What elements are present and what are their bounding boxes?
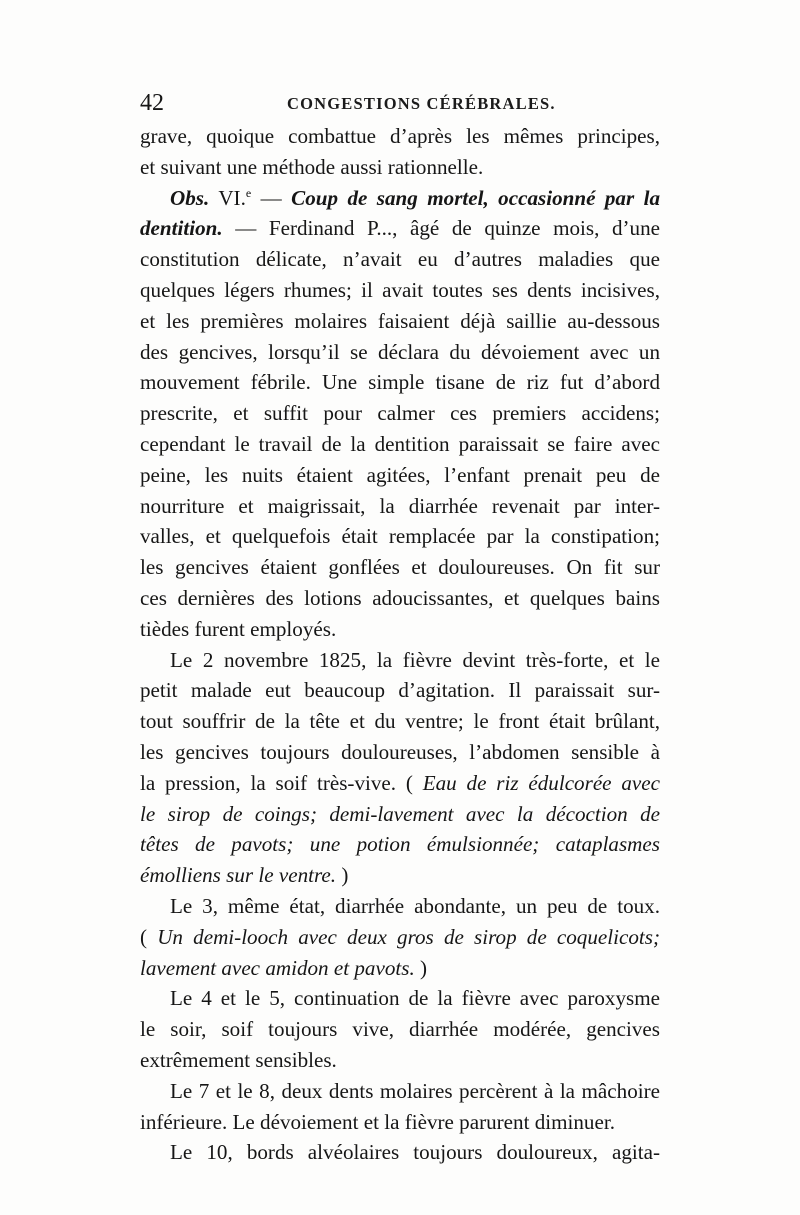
obs-number: VI. xyxy=(218,185,246,210)
text-line: valles, et quelquefois était remplacée par la constipation; xyxy=(140,524,660,549)
text-line: et suivant une méthode aussi rationnelle. xyxy=(140,154,484,179)
text-line: tièdes furent employés. xyxy=(140,616,337,641)
text-fragment: la pression, la soif très-vive. ( xyxy=(140,770,423,795)
text-fragment: ) xyxy=(414,955,428,980)
text-line: des gencives, lorsqu’il se déclara du dévoiement avec un xyxy=(140,339,660,364)
text-line: grave, quoique combattue d’après les mêmes principes, xyxy=(140,124,660,148)
text-line: petit malade eut beaucoup d’agitation. Il paraissait sur- xyxy=(140,678,660,703)
text-line: tout souffrir de la tête et du ventre; le front était brûlant, xyxy=(140,709,660,734)
obs-number-sup: e xyxy=(245,185,252,200)
text-fragment: ) xyxy=(336,863,349,888)
text-line: et les premières molaires faisaient déjà saillie au-dessous xyxy=(140,308,660,333)
text-fragment: ( xyxy=(140,924,158,949)
prescription-text: émolliens sur le ventre. xyxy=(140,863,337,888)
text-line: constitution délicate, n’avait eu d’autres maladies que xyxy=(140,247,660,272)
running-head: CONGESTIONS CÉRÉBRALES. xyxy=(287,94,556,113)
text-line: Le 3, même état, diarrhée abondante, un peu de toux. xyxy=(170,893,660,918)
text-line: cependant le travail de la dentition paraissait se faire avec xyxy=(140,431,660,456)
text-fragment: — Ferdinand P..., âgé de quinze mois, d’une xyxy=(222,216,660,241)
prescription-text: le sirop de coings; demi-lavement avec la décoction de xyxy=(140,801,660,826)
text-line xyxy=(140,799,660,830)
text-line xyxy=(140,768,660,799)
prescription-text: Un demi-looch avec deux gros de sirop de coquelicots; xyxy=(157,924,660,949)
obs-dash: — xyxy=(251,185,292,210)
text-line xyxy=(140,829,660,860)
observation-heading xyxy=(140,183,660,214)
prescription-text: lavement avec amidon et pavots. xyxy=(140,955,415,980)
page-header xyxy=(140,86,660,120)
text-line xyxy=(140,922,660,953)
prescription-text: têtes de pavots; une potion émulsionnée; cataplasmes xyxy=(140,832,660,857)
text-line: les gencives toujours douloureuses, l’abdomen sensible à xyxy=(140,739,660,764)
text-line: quelques légers rhumes; il avait toutes ses dents incisives, xyxy=(140,277,660,302)
text-line: les gencives étaient gonflées et douloureuses. On fit sur xyxy=(140,555,660,580)
text-line xyxy=(140,213,660,244)
text-line: prescrite, et suffit pour calmer ces premiers accidens; xyxy=(140,401,660,426)
text-line: le soir, soif toujours vive, diarrhée modérée, gencives xyxy=(140,1017,660,1042)
text-line: nourriture et maigrissait, la diarrhée revenait par inter- xyxy=(140,493,660,518)
page-number: 42 xyxy=(140,90,164,116)
text-line: Le 10, bords alvéolaires toujours douloureux, agita- xyxy=(170,1140,660,1165)
text-line: ces dernières des lotions adoucissantes, et quelques bains xyxy=(140,585,660,610)
text-line: inférieure. Le dévoiement et la fièvre parurent diminuer. xyxy=(140,1109,615,1134)
text-line: Le 2 novembre 1825, la fièvre devint très-forte, et le xyxy=(170,647,660,672)
obs-title-end: dentition. xyxy=(140,216,223,241)
prescription-text: Eau de riz édulcorée avec xyxy=(422,770,661,795)
text-line: peine, les nuits étaient agitées, l’enfant prenait peu de xyxy=(140,462,660,487)
text-line: Le 4 et le 5, continuation de la fièvre avec paroxysme xyxy=(170,986,660,1011)
text-line: extrêmement sensibles. xyxy=(140,1047,337,1072)
body-text xyxy=(140,121,660,1168)
text-line xyxy=(140,860,660,891)
text-line: mouvement fébrile. Une simple tisane de riz fut d’abord xyxy=(140,370,660,395)
text-line: Le 7 et le 8, deux dents molaires percèrent à la mâchoire xyxy=(170,1078,660,1103)
text-line xyxy=(140,953,660,984)
obs-title: Coup de sang mortel, occasionné par la xyxy=(291,185,660,210)
obs-label: Obs. xyxy=(170,185,210,210)
